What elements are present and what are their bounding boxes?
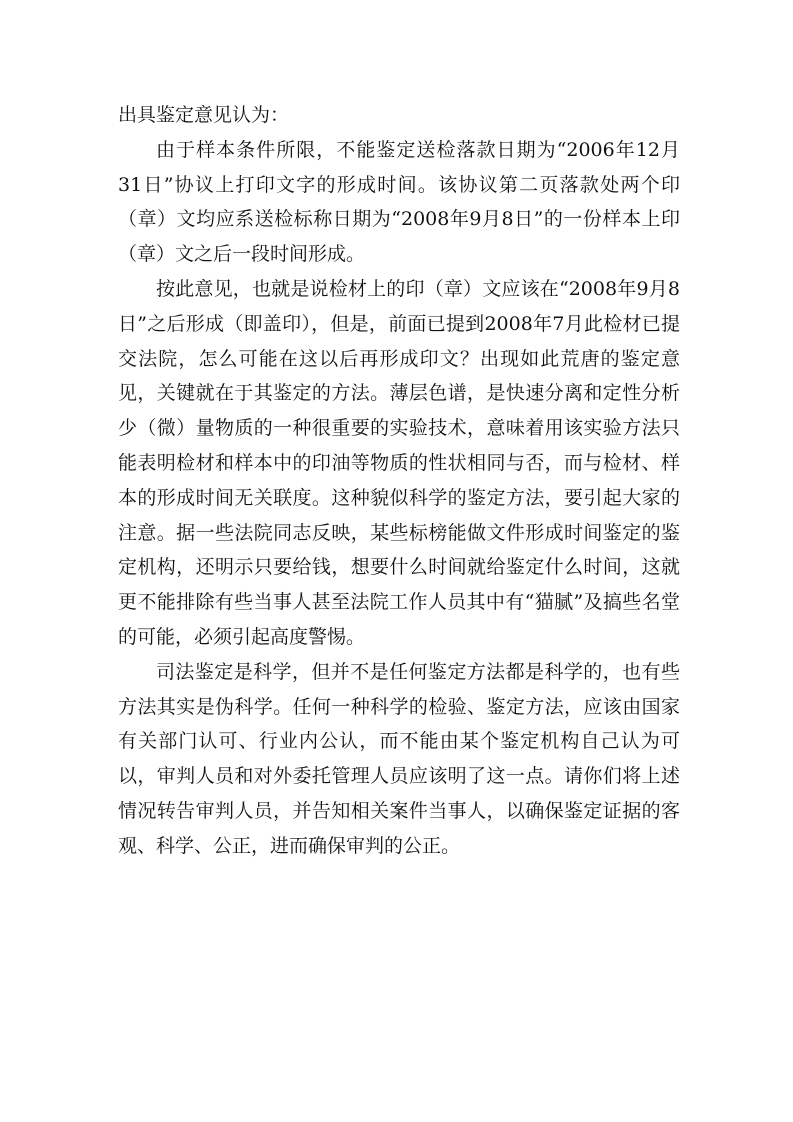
paragraph-conclusion: 司法鉴定是科学，但并不是任何鉴定方法都是科学的，也有些方法其实是伪科学。任何一种科学的检验、鉴定方法，应该由国家有关部门认可、行业内公认，而不能由某个鉴定机构自己认为可以，审判人员和对外委托管理人员应该明了这一点。请你们将上述情况转告审判人员，并告知相关案件当事人，以确保鉴定证据的客观、科学、公正，进而确保审判的公正。 xyxy=(118,660,680,857)
paragraph-appraisal-opinion: 由于样本条件所限，不能鉴定送检落款日期为“2006年12月31日”协议上打印文字的形成时间。该协议第二页落款处两个印（章）文均应系送检标称日期为“2008年9月8日”的一份样本上印（章）文之后一段时间形成。 xyxy=(118,138,680,266)
document-page xyxy=(118,98,680,864)
paragraph-analysis: 按此意见，也就是说检材上的印（章）文应该在“2008年9月8日”之后形成（即盖印），但是，前面已提到2008年7月此检材已提交法院，怎么可能在这以后再形成印文？出现如此荒唐的鉴定意见，关键就在于其鉴定的方法。薄层色谱，是快速分离和定性分析少（微）量物质的一种很重要的实验技术，意味着用该实验方法只能表明检材和样本中的印油等物质的性状相同与否，而与检材、样本的形成时间无关联度。这种貌似科学的鉴定方法，要引起大家的注意。据一些法院同志反映，某些标榜能做文件形成时间鉴定的鉴定机构，还明示只要给钱，想要什么时间就给鉴定什么时间，这就更不能排除有些当事人甚至法院工作人员其中有“猫腻”及搞些名堂的可能，必须引起高度警惕。 xyxy=(118,277,680,648)
paragraph-opening: 出具鉴定意见认为： xyxy=(118,104,290,126)
